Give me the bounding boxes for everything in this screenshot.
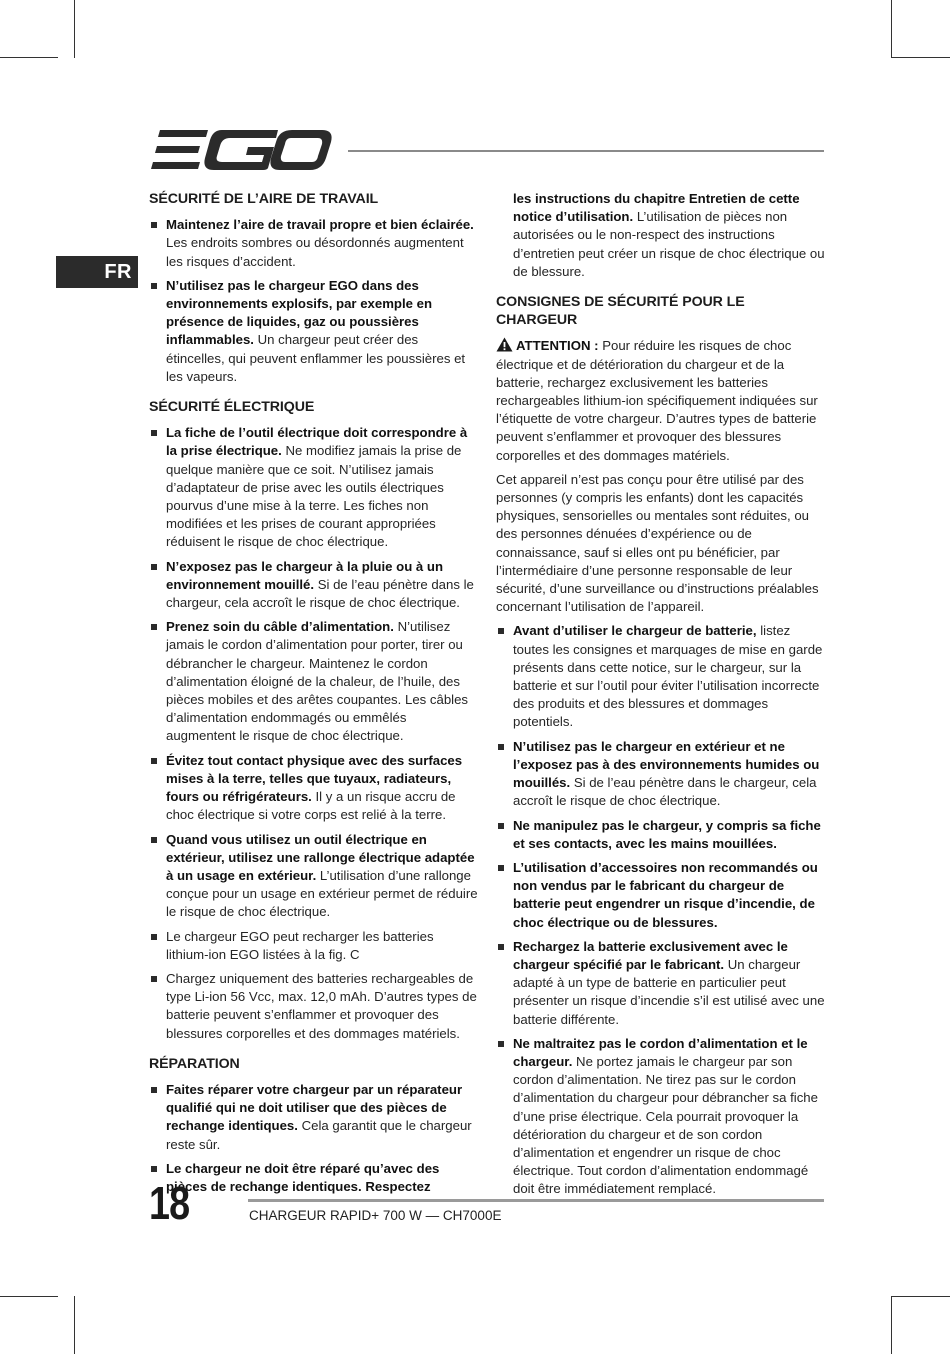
warning-paragraph: ATTENTION : Pour réduire les risques de choc électrique et de détérioration du chargeur et de la batterie, rechargez exclusivement les batteries rechargeables lithium-ion spécifiquement indiquées sur l’étiquette de votre chargeur. D’autres types de batterie peuvent s’enflammer et provoquer des blessures corporelles et des dommages matériels. <box>496 338 818 463</box>
list-item: Ne manipulez pas le chargeur, y compris sa fiche et ses contacts, avec les mains mouillées. <box>496 817 826 853</box>
bullet-icon <box>151 837 157 843</box>
section-heading-charger-safety: CONSIGNES DE SÉCURITÉ POUR LE CHARGEUR <box>496 294 745 329</box>
list-item: N’utilisez pas le chargeur EGO dans des environnements explosifs, par exemple en présence de liquides, gaz ou poussières inflammables. Un chargeur peut créer des étincelles, qui peuvent enflammer les poussières et les vapeurs. <box>149 277 479 386</box>
bullet-icon <box>498 744 504 750</box>
charger-safety-list <box>496 622 826 1198</box>
bullet-icon <box>498 628 504 634</box>
bullet-icon <box>151 1087 157 1093</box>
section-heading-repair: RÉPARATION <box>149 1055 240 1072</box>
bullet-icon <box>498 944 504 950</box>
language-tab: FR <box>56 256 138 288</box>
list-item: Évitez tout contact physique avec des surfaces mises à la terre, telles que tuyaux, radiateurs, fours ou réfrigérateurs. Il y a un risque accru de choc électrique si votre corps est relié à la terre. <box>149 752 479 825</box>
appliance-paragraph: Cet appareil n’est pas conçu pour être utilisé par des personnes (y compris les enfants) dont les capacités physiques, sensorielles ou mentales sont réduites, ou des personnes dénuées d’expérience ou de connaissance, sauf si elles ont pu bénéficier, par l’intermédiaire d’une personne responsable de leur sécurité, d’une surveillance ou d’instructions préalables concernant l’utilisation de l’appareil. <box>496 471 819 615</box>
bullet-icon <box>498 865 504 871</box>
bullet-icon <box>151 758 157 764</box>
list-item: Chargez uniquement des batteries rechargeables de type Li-ion 56 Vcc, max. 12,0 mAh. D’autres types de batterie peuvent s’enflammer et provoquer des blessures corporelles et des dommages matériels. <box>149 970 479 1043</box>
list-item: L’utilisation d’accessoires non recommandés ou non vendus par le fabricant du chargeur de batterie peut engendrer un risque d’incendie, de choc électrique ou de blessures. <box>496 859 826 932</box>
list-item: N’exposez pas le chargeur à la pluie ou à un environnement mouillé. Si de l’eau pénètre dans le chargeur, cela accroît le risque de choc électrique. <box>149 558 479 613</box>
list-item: Le chargeur EGO peut recharger les batteries lithium-ion EGO listées à la fig. C <box>149 928 479 964</box>
list-item: Le chargeur ne doit être réparé qu’avec des pièces de rechange identiques. Respectez <box>149 1160 479 1196</box>
list-item: Ne maltraitez pas le cordon d’alimentation et le chargeur. Ne portez jamais le chargeur par son cordon d’alimentation. Ne tirez pas sur le cordon d’alimentation du chargeur pour débrancher sa fiche d’une prise électrique. Cela pourrait provoquer la détérioration du chargeur et de son cordon d’alimentation et engendrer un risque de choc électrique. Tout cordon d’alimentation endommagé doit être immédiatement remplacé. <box>496 1035 826 1199</box>
list-item: Faites réparer votre chargeur par un réparateur qualifié qui ne doit utiliser que des pièces de rechange identiques. Cela garantit que le chargeur reste sûr. <box>149 1081 479 1154</box>
ego-logo <box>150 128 332 172</box>
page-number: 18 <box>149 1177 190 1229</box>
header-rule <box>348 150 824 152</box>
list-item: Avant d’utiliser le chargeur de batterie, listez toutes les consignes et marquages de mise en garde présents dans cette notice, sur le chargeur, sur la batterie et sur l’outil pour éviter l’utilisation incorrecte des produits et des blessures et dommages potentiels. <box>496 622 826 731</box>
bullet-icon <box>498 1041 504 1047</box>
repair-continuation: les instructions du chapitre Entretien de cette notice d’utilisation. L’utilisation de pièces non autorisées ou le non-respect des instructions d’entretien peut créer un risque de choc électrique ou de blessure. <box>513 191 825 279</box>
list-item: N’utilisez pas le chargeur en extérieur et ne l’exposez pas à des environnements humides ou mouillés. Si de l’eau pénètre dans le chargeur, cela accroît le risque de choc électrique. <box>496 738 826 811</box>
bullet-icon <box>151 564 157 570</box>
list-item: Rechargez la batterie exclusivement avec le chargeur spécifié par le fabricant. Un chargeur adapté à un type de batterie en particulier peut présenter un risque d’incendie s’il est utilisé avec une batterie différente. <box>496 938 826 1029</box>
list-item: Quand vous utilisez un outil électrique en extérieur, utilisez une rallonge électrique adaptée à un usage en extérieur. L’utilisation d’une rallonge conçue pour un usage en extérieur permet de réduire le risque de choc électrique. <box>149 831 479 922</box>
warning-triangle-icon <box>496 337 513 352</box>
section-heading-work-area: SÉCURITÉ DE L’AIRE DE TRAVAIL <box>149 191 379 207</box>
bullet-icon <box>151 934 157 940</box>
bullet-icon <box>151 976 157 982</box>
right-column <box>496 190 826 1211</box>
bullet-icon <box>151 1166 157 1172</box>
list-item: Prenez soin du câble d’alimentation. N’utilisez jamais le cordon d’alimentation pour porter, tirer ou débrancher le chargeur. Maintenez le cordon d’alimentation éloigné de la chaleur, de l’huile, des pièces mobiles et des arêtes coupantes. Les câbles d’alimentation endommagés ou emmêlés augmentent le risque de choc électrique. <box>149 618 479 745</box>
warning-label: ATTENTION : <box>516 338 599 354</box>
section-heading-electrical: SÉCURITÉ ÉLECTRIQUE <box>149 399 315 416</box>
bullet-icon <box>151 283 157 289</box>
bullet-icon <box>151 222 157 228</box>
footer-title: CHARGEUR RAPID+ 700 W — CH7000E <box>249 1208 502 1223</box>
list-item: Maintenez l’aire de travail propre et bien éclairée. Les endroits sombres ou désordonnés augmentent les risques d’accident. <box>149 216 479 271</box>
list-item: La fiche de l’outil électrique doit correspondre à la prise électrique. Ne modifiez jamais la prise de quelque manière que ce soit. N’utilisez jamais d’adaptateur de prise avec les outils électriques pourvus d’une mise à la terre. Les fiches non modifiées et les prises de courant appropriées réduisent le risque de choc électrique. <box>149 424 479 551</box>
bullet-icon <box>151 624 157 630</box>
bullet-icon <box>151 430 157 436</box>
repair-list <box>149 1081 479 1196</box>
electrical-list <box>149 424 479 1043</box>
left-column <box>149 190 479 1208</box>
bullet-icon <box>498 823 504 829</box>
work-area-list <box>149 216 479 386</box>
footer-rule <box>248 1199 824 1202</box>
